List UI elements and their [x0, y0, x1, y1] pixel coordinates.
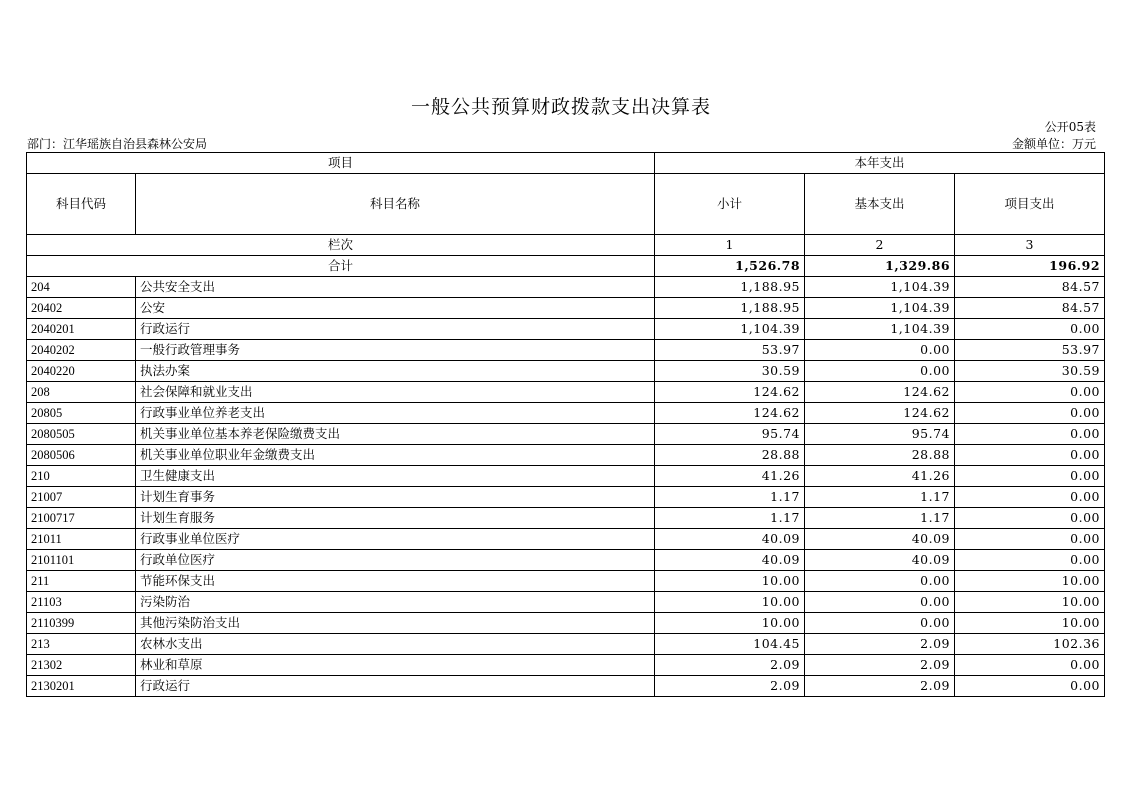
row-project: 84.57: [955, 277, 1105, 298]
row-basic: 28.88: [805, 445, 955, 466]
row-basic: 0.00: [805, 613, 955, 634]
row-name: 行政单位医疗: [136, 550, 655, 571]
row-name: 节能环保支出: [136, 571, 655, 592]
row-project: 0.00: [955, 529, 1105, 550]
table-row: [27, 445, 1105, 466]
row-code: 213: [27, 634, 136, 655]
expenditure-table: [26, 152, 1105, 697]
header-code: 科目代码: [27, 174, 136, 235]
header-subtotal: 小计: [655, 174, 805, 235]
row-basic: 41.26: [805, 466, 955, 487]
row-basic: 1.17: [805, 487, 955, 508]
row-subtotal: 40.09: [655, 550, 805, 571]
row-basic: 0.00: [805, 340, 955, 361]
row-code: 2040201: [27, 319, 136, 340]
row-project: 0.00: [955, 676, 1105, 697]
row-project: 0.00: [955, 403, 1105, 424]
row-code: 210: [27, 466, 136, 487]
row-project: 0.00: [955, 424, 1105, 445]
total-row: [27, 256, 1105, 277]
column-number-2: 2: [805, 235, 955, 256]
page-title: 一般公共预算财政拨款支出决算表: [410, 96, 711, 118]
row-name: 行政运行: [136, 319, 655, 340]
row-name: 计划生育事务: [136, 487, 655, 508]
row-subtotal: 2.09: [655, 676, 805, 697]
table-row: [27, 529, 1105, 550]
table-row: [27, 340, 1105, 361]
row-project: 10.00: [955, 613, 1105, 634]
row-basic: 1,104.39: [805, 319, 955, 340]
row-code: 2080506: [27, 445, 136, 466]
row-subtotal: 40.09: [655, 529, 805, 550]
row-basic: 2.09: [805, 655, 955, 676]
row-subtotal: 104.45: [655, 634, 805, 655]
row-code: 20402: [27, 298, 136, 319]
row-subtotal: 2.09: [655, 655, 805, 676]
row-name: 机关事业单位职业年金缴费支出: [136, 445, 655, 466]
header-row-2: [27, 174, 1105, 235]
row-code: 2130201: [27, 676, 136, 697]
row-project: 0.00: [955, 319, 1105, 340]
row-code: 204: [27, 277, 136, 298]
table-row: [27, 487, 1105, 508]
row-subtotal: 1,188.95: [655, 298, 805, 319]
table-row: [27, 676, 1105, 697]
row-basic: 0.00: [805, 361, 955, 382]
row-subtotal: 1,188.95: [655, 277, 805, 298]
row-subtotal: 124.62: [655, 382, 805, 403]
total-project: 196.92: [955, 256, 1105, 277]
table-row: [27, 592, 1105, 613]
row-name: 公安: [136, 298, 655, 319]
row-code: 21302: [27, 655, 136, 676]
header-basic: 基本支出: [805, 174, 955, 235]
column-number-1: 1: [655, 235, 805, 256]
row-basic: 2.09: [805, 676, 955, 697]
row-code: 2100717: [27, 508, 136, 529]
column-number-row: [27, 235, 1105, 256]
row-basic: 95.74: [805, 424, 955, 445]
column-label: 栏次: [27, 235, 655, 256]
row-name: 农林水支出: [136, 634, 655, 655]
row-basic: 124.62: [805, 382, 955, 403]
row-name: 机关事业单位基本养老保险缴费支出: [136, 424, 655, 445]
row-basic: 1,104.39: [805, 277, 955, 298]
table-row: [27, 403, 1105, 424]
row-subtotal: 10.00: [655, 571, 805, 592]
row-project: 84.57: [955, 298, 1105, 319]
row-code: 21103: [27, 592, 136, 613]
row-subtotal: 1.17: [655, 508, 805, 529]
row-basic: 40.09: [805, 550, 955, 571]
amount-unit-label: 金额单位：万元: [1011, 137, 1096, 151]
row-subtotal: 30.59: [655, 361, 805, 382]
row-project: 0.00: [955, 382, 1105, 403]
row-project: 53.97: [955, 340, 1105, 361]
header-name: 科目名称: [136, 174, 655, 235]
row-subtotal: 10.00: [655, 592, 805, 613]
row-basic: 0.00: [805, 592, 955, 613]
table-row: [27, 424, 1105, 445]
row-project: 0.00: [955, 655, 1105, 676]
row-project: 102.36: [955, 634, 1105, 655]
table-row: [27, 634, 1105, 655]
department-label: 部门：江华瑶族自治县森林公安局: [27, 137, 208, 151]
row-name: 林业和草原: [136, 655, 655, 676]
row-name: 行政事业单位医疗: [136, 529, 655, 550]
row-code: 2040202: [27, 340, 136, 361]
total-subtotal: 1,526.78: [655, 256, 805, 277]
row-project: 10.00: [955, 592, 1105, 613]
table-row: [27, 277, 1105, 298]
row-project: 10.00: [955, 571, 1105, 592]
row-basic: 2.09: [805, 634, 955, 655]
row-basic: 0.00: [805, 571, 955, 592]
row-project: 0.00: [955, 487, 1105, 508]
row-subtotal: 41.26: [655, 466, 805, 487]
header-project-expenditure: 项目支出: [955, 174, 1105, 235]
header-row-1: [27, 153, 1105, 174]
row-basic: 40.09: [805, 529, 955, 550]
row-name: 计划生育服务: [136, 508, 655, 529]
table-row: [27, 508, 1105, 529]
row-name: 社会保障和就业支出: [136, 382, 655, 403]
row-basic: 1,104.39: [805, 298, 955, 319]
table-row: [27, 655, 1105, 676]
table-row: [27, 361, 1105, 382]
row-code: 21007: [27, 487, 136, 508]
table-row: [27, 382, 1105, 403]
column-number-3: 3: [955, 235, 1105, 256]
total-label: 合计: [27, 256, 655, 277]
header-current-year: 本年支出: [655, 153, 1105, 174]
row-code: 20805: [27, 403, 136, 424]
row-code: 2080505: [27, 424, 136, 445]
row-project: 30.59: [955, 361, 1105, 382]
row-name: 其他污染防治支出: [136, 613, 655, 634]
row-subtotal: 28.88: [655, 445, 805, 466]
row-code: 2110399: [27, 613, 136, 634]
row-project: 0.00: [955, 445, 1105, 466]
row-name: 污染防治: [136, 592, 655, 613]
row-basic: 124.62: [805, 403, 955, 424]
row-project: 0.00: [955, 466, 1105, 487]
row-name: 公共安全支出: [136, 277, 655, 298]
row-name: 行政事业单位养老支出: [136, 403, 655, 424]
row-code: 21011: [27, 529, 136, 550]
row-subtotal: 95.74: [655, 424, 805, 445]
row-subtotal: 10.00: [655, 613, 805, 634]
table-row: [27, 466, 1105, 487]
row-code: 211: [27, 571, 136, 592]
header-project: 项目: [27, 153, 655, 174]
table-row: [27, 298, 1105, 319]
row-subtotal: 53.97: [655, 340, 805, 361]
row-code: 2040220: [27, 361, 136, 382]
table-row: [27, 571, 1105, 592]
total-basic: 1,329.86: [805, 256, 955, 277]
row-code: 208: [27, 382, 136, 403]
row-name: 一般行政管理事务: [136, 340, 655, 361]
table-row: [27, 319, 1105, 340]
row-subtotal: 124.62: [655, 403, 805, 424]
row-subtotal: 1,104.39: [655, 319, 805, 340]
table-row: [27, 613, 1105, 634]
row-project: 0.00: [955, 508, 1105, 529]
row-project: 0.00: [955, 550, 1105, 571]
form-number: 公开05表: [1044, 120, 1096, 134]
row-code: 2101101: [27, 550, 136, 571]
row-name: 卫生健康支出: [136, 466, 655, 487]
row-subtotal: 1.17: [655, 487, 805, 508]
row-name: 行政运行: [136, 676, 655, 697]
table-row: [27, 550, 1105, 571]
row-basic: 1.17: [805, 508, 955, 529]
row-name: 执法办案: [136, 361, 655, 382]
